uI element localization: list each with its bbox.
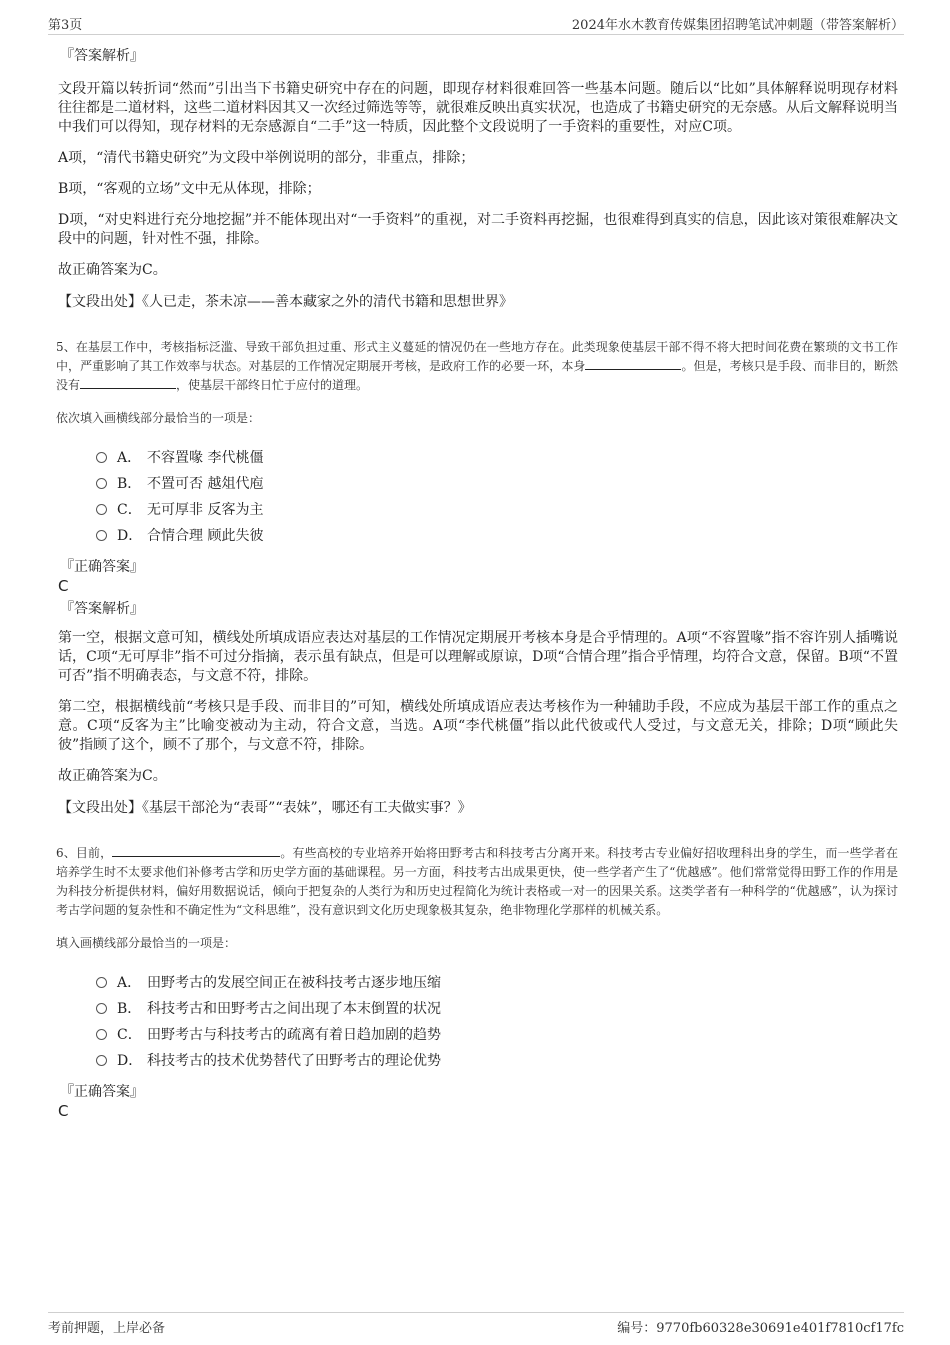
q5-conclusion: 故正确答案为C。 — [58, 768, 167, 784]
page-number: 第3页 — [48, 18, 83, 33]
q4-source: 【文段出处】《人已走，茶未凉——善本藏家之外的清代书籍和思想世界》 — [58, 294, 513, 310]
q5-source: 【文段出处】《基层干部沦为“表哥”“表妹”，哪还有工夫做实事？》 — [58, 800, 472, 816]
q6-option-a[interactable]: A． 田野考古的发展空间正在被科技考古逐步地压缩 — [96, 970, 898, 996]
q6-option-c[interactable]: C． 田野考古与科技考古的疏离有着日趋加剧的趋势 — [96, 1022, 898, 1048]
radio-icon[interactable] — [96, 478, 107, 489]
q4-analysis-p3: B项，“客观的立场”文中无从体现，排除； — [58, 181, 321, 197]
correct-answer-label: 『正确答案』 — [60, 1084, 144, 1100]
radio-icon[interactable] — [96, 1029, 107, 1040]
q5-analysis-p2: 第二空，根据横线前“考核只是手段、而非目的”可知，横线处所填成语应表达考核作为一种辅助手段，不应成为基层干部工作的重点之意。C项“反客为主”比喻变被动为主动，符合文意，当选。A项“李代桃僵”指以此代彼或代人受过，与文意无关，排除；D项“顾此失彼”指顾了这个，顾不了那个，与文意不符，排除。 — [58, 699, 898, 753]
q6-answer: C — [58, 1102, 69, 1120]
q4-conclusion: 故正确答案为C。 — [58, 262, 167, 278]
page-content — [56, 46, 898, 1124]
radio-icon[interactable] — [96, 504, 107, 515]
q5-question: 5、在基层工作中，考核指标泛滥、导致干部负担过重、形式主义蔓延的情况仍在一些地方存在。此类现象使基层干部不得不将大把时间花费在繁琐的文书工作中，严重影响了其工作效率与状态。对基层的工作情况定期展开考核，是政府工作的必要一环，本身 。但是，考核只是手段、而非目的，断然没有 ，使基层干部终日忙于应付的道理。 — [56, 340, 898, 392]
radio-icon[interactable] — [96, 1003, 107, 1014]
q6-question: 6、目前， 。有些高校的专业培养开始将田野考古和科技考古分离开来。科技考古专业偏好招收理科出身的学生，而一些学者在培养学生时不太要求他们补修考古学和历史学方面的基础课程。另一方面，科技考古出成果更快，使一些学者产生了“优越感”。他们常常觉得田野工作的作用是为科技分析提供材料，偏好用数据说话，倾向于把复杂的人类行为和历史过程简化为统计表格或一对一的因果关系。这类学者有一种科学的“优越感”，认为探讨考古学问题的复杂性和不确定性为“文科思维”，没有意识到文化历史现象极其复杂，绝非物理化学那样的机械关系。 — [56, 846, 898, 917]
q4-analysis-p1: 文段开篇以转折词“然而”引出当下书籍史研究中存在的问题，即现存材料很难回答一些基本问题。随后以“比如”具体解释说明现存材料往往都是二道材料，这些二道材料因其又一次经过筛选等等，就很难反映出真实状况，也造成了书籍史研究的无奈感。从后文解释说明当中我们可以得知，现存材料的无奈感源自“二手”这一特质，因此整个文段说明了一手资料的重要性，对应C项。 — [58, 81, 898, 135]
analysis-label: 『答案解析』 — [60, 48, 144, 64]
q6-blank — [112, 844, 280, 857]
q4-analysis-p4: D项，“对史料进行充分地挖掘”并不能体现出对“一手资料”的重视，对二手资料再挖掘，也很难得到真实的信息，因此该对策很难解决文段中的问题，针对性不强，排除。 — [58, 212, 898, 247]
q5-blank-1 — [585, 357, 681, 370]
q6-instruction: 填入画横线部分最恰当的一项是： — [56, 936, 237, 950]
q5-answer: C — [58, 577, 69, 595]
document-id: 编号：9770fb60328e30691e401f7810cf17fc — [617, 1321, 904, 1336]
q5-option-b[interactable]: B． 不置可否 越俎代庖 — [96, 471, 898, 497]
q5-options — [96, 445, 898, 549]
q5-option-c[interactable]: C． 无可厚非 反客为主 — [96, 497, 898, 523]
radio-icon[interactable] — [96, 1055, 107, 1066]
footer-slogan: 考前押题，上岸必备 — [48, 1321, 166, 1336]
page-header — [48, 14, 904, 35]
correct-answer-label: 『正确答案』 — [60, 559, 144, 575]
radio-icon[interactable] — [96, 530, 107, 541]
q5-instruction: 依次填入画横线部分最恰当的一项是： — [56, 411, 261, 425]
q5-option-a[interactable]: A． 不容置喙 李代桃僵 — [96, 445, 898, 471]
q4-analysis-p2: A项，“清代书籍史研究”为文段中举例说明的部分，非重点，排除； — [58, 150, 475, 166]
page-footer — [48, 1312, 904, 1337]
q5-blank-2 — [80, 376, 176, 389]
q6-option-b[interactable]: B． 科技考古和田野考古之间出现了本末倒置的状况 — [96, 996, 898, 1022]
radio-icon[interactable] — [96, 977, 107, 988]
q6-option-d[interactable]: D． 科技考古的技术优势替代了田野考古的理论优势 — [96, 1048, 898, 1074]
q5-option-d[interactable]: D． 合情合理 顾此失彼 — [96, 523, 898, 549]
radio-icon[interactable] — [96, 452, 107, 463]
document-title: 2024年水木教育传媒集团招聘笔试冲刺题（带答案解析） — [571, 18, 904, 33]
q6-options — [96, 970, 898, 1074]
q5-analysis-p1: 第一空，根据文意可知，横线处所填成语应表达对基层的工作情况定期展开考核本身是合乎情理的。A项“不容置喙”指不容许别人插嘴说话，C项“无可厚非”指不可过分指摘，表示虽有缺点，但是可以理解或原谅，D项“合情合理”指合乎情理，均符合文意，保留。B项“不置可否”指不明确表态，与文意不符，排除。 — [58, 630, 898, 684]
analysis-label: 『答案解析』 — [60, 601, 144, 617]
